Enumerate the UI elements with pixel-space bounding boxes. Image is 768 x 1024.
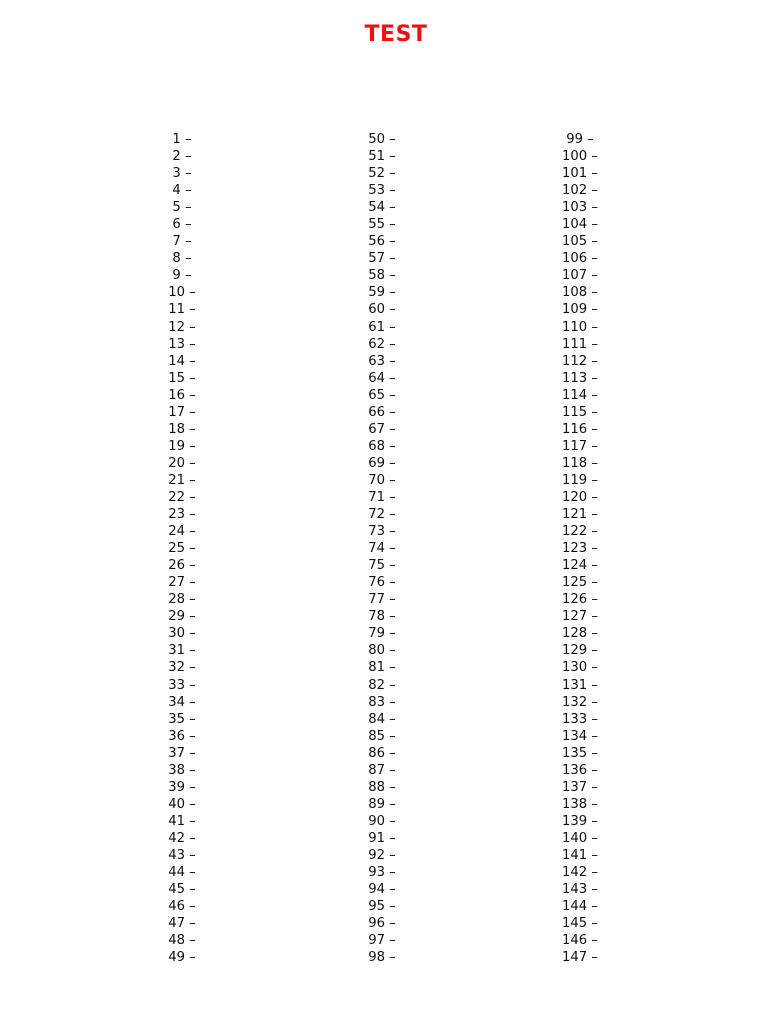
line-number: 31 – xyxy=(168,643,196,658)
numbered-line xyxy=(142,694,222,711)
line-number: 145 – xyxy=(562,916,598,931)
numbered-line xyxy=(342,677,422,694)
numbered-line xyxy=(142,489,222,506)
line-number: 35 – xyxy=(168,712,196,727)
line-number: 27 – xyxy=(168,575,196,590)
numbered-line xyxy=(142,949,222,966)
numbered-line xyxy=(142,659,222,676)
line-number: 103 – xyxy=(562,200,598,215)
numbered-line xyxy=(142,915,222,932)
numbered-line xyxy=(342,591,422,608)
numbered-line xyxy=(342,608,422,625)
line-number: 24 – xyxy=(168,524,196,539)
numbered-line xyxy=(342,557,422,574)
line-number: 25 – xyxy=(168,541,196,556)
numbered-line xyxy=(342,881,422,898)
numbered-line xyxy=(142,779,222,796)
numbered-line xyxy=(142,250,222,267)
line-number: 49 – xyxy=(168,950,196,965)
numbered-line xyxy=(142,370,222,387)
line-number: 84 – xyxy=(368,712,396,727)
line-number: 98 – xyxy=(368,950,396,965)
line-number: 23 – xyxy=(168,507,196,522)
line-number: 111 – xyxy=(562,337,598,352)
line-number: 83 – xyxy=(368,695,396,710)
numbered-line xyxy=(142,591,222,608)
line-number: 52 – xyxy=(368,166,396,181)
line-number: 72 – xyxy=(368,507,396,522)
line-number: 54 – xyxy=(368,200,396,215)
numbered-line xyxy=(142,625,222,642)
line-number: 96 – xyxy=(368,916,396,931)
line-number: 53 – xyxy=(368,183,396,198)
numbered-line xyxy=(342,779,422,796)
line-number: 44 – xyxy=(168,865,196,880)
numbered-line xyxy=(142,813,222,830)
numbered-line xyxy=(540,574,620,591)
numbered-line xyxy=(142,284,222,301)
numbered-line xyxy=(540,745,620,762)
line-number: 92 – xyxy=(368,848,396,863)
numbered-line xyxy=(342,404,422,421)
line-number: 32 – xyxy=(168,660,196,675)
line-number: 86 – xyxy=(368,746,396,761)
line-number: 119 – xyxy=(562,473,598,488)
line-number: 116 – xyxy=(562,422,598,437)
numbered-line xyxy=(540,148,620,165)
numbered-line xyxy=(342,659,422,676)
line-number: 126 – xyxy=(562,592,598,607)
numbered-line xyxy=(142,847,222,864)
numbered-line xyxy=(142,711,222,728)
line-number: 95 – xyxy=(368,899,396,914)
numbered-line xyxy=(342,813,422,830)
line-number: 99 – xyxy=(566,132,594,147)
numbered-line xyxy=(540,165,620,182)
line-number: 120 – xyxy=(562,490,598,505)
numbered-line xyxy=(142,404,222,421)
line-number: 110 – xyxy=(562,320,598,335)
numbered-line xyxy=(342,267,422,284)
line-number: 13 – xyxy=(168,337,196,352)
numbered-line xyxy=(540,864,620,881)
line-number: 1 – xyxy=(172,132,191,147)
numbered-line xyxy=(540,353,620,370)
line-number: 68 – xyxy=(368,439,396,454)
numbered-line xyxy=(142,608,222,625)
numbered-line xyxy=(540,404,620,421)
line-number: 47 – xyxy=(168,916,196,931)
numbered-line xyxy=(342,762,422,779)
numbered-line xyxy=(540,421,620,438)
line-number: 91 – xyxy=(368,831,396,846)
numbered-line xyxy=(540,455,620,472)
line-number: 41 – xyxy=(168,814,196,829)
numbered-line xyxy=(342,233,422,250)
line-number: 67 – xyxy=(368,422,396,437)
numbered-line xyxy=(142,182,222,199)
numbered-line xyxy=(540,182,620,199)
numbered-line xyxy=(142,864,222,881)
line-number: 78 – xyxy=(368,609,396,624)
line-number: 8 – xyxy=(172,251,191,266)
line-number: 124 – xyxy=(562,558,598,573)
line-number: 43 – xyxy=(168,848,196,863)
line-number: 64 – xyxy=(368,371,396,386)
numbered-line xyxy=(342,353,422,370)
line-number: 100 – xyxy=(562,149,598,164)
line-number: 128 – xyxy=(562,626,598,641)
numbered-line xyxy=(342,165,422,182)
line-number: 130 – xyxy=(562,660,598,675)
line-number: 108 – xyxy=(562,285,598,300)
line-number: 17 – xyxy=(168,405,196,420)
line-number: 104 – xyxy=(562,217,598,232)
numbered-line xyxy=(540,898,620,915)
numbered-line xyxy=(540,642,620,659)
numbered-line xyxy=(342,387,422,404)
numbered-line xyxy=(142,557,222,574)
numbered-line xyxy=(540,199,620,216)
numbered-line xyxy=(142,165,222,182)
line-number: 97 – xyxy=(368,933,396,948)
numbered-line xyxy=(142,540,222,557)
numbered-line xyxy=(342,148,422,165)
numbered-line xyxy=(540,523,620,540)
numbered-line xyxy=(142,216,222,233)
numbered-line xyxy=(142,523,222,540)
line-number: 55 – xyxy=(368,217,396,232)
line-number: 9 – xyxy=(172,268,191,283)
line-number: 106 – xyxy=(562,251,598,266)
line-number: 146 – xyxy=(562,933,598,948)
numbered-line xyxy=(142,353,222,370)
numbered-line xyxy=(540,506,620,523)
numbered-line xyxy=(540,540,620,557)
numbered-line xyxy=(342,745,422,762)
line-number: 87 – xyxy=(368,763,396,778)
numbered-line xyxy=(540,796,620,813)
numbered-line xyxy=(540,694,620,711)
numbered-line xyxy=(342,506,422,523)
numbered-line xyxy=(342,728,422,745)
line-number: 121 – xyxy=(562,507,598,522)
numbered-line xyxy=(540,131,620,148)
numbered-line xyxy=(142,472,222,489)
numbered-line xyxy=(342,319,422,336)
line-number: 94 – xyxy=(368,882,396,897)
numbered-line xyxy=(540,659,620,676)
numbered-line xyxy=(142,199,222,216)
line-number: 137 – xyxy=(562,780,598,795)
line-number: 102 – xyxy=(562,183,598,198)
numbered-line xyxy=(540,472,620,489)
line-number: 39 – xyxy=(168,780,196,795)
line-number: 115 – xyxy=(562,405,598,420)
line-number: 127 – xyxy=(562,609,598,624)
line-number: 79 – xyxy=(368,626,396,641)
numbered-line xyxy=(342,301,422,318)
numbered-line xyxy=(342,455,422,472)
line-number: 21 – xyxy=(168,473,196,488)
line-number: 66 – xyxy=(368,405,396,420)
numbered-line xyxy=(342,625,422,642)
line-number: 16 – xyxy=(168,388,196,403)
line-number: 50 – xyxy=(368,132,396,147)
numbered-line xyxy=(142,677,222,694)
line-number: 45 – xyxy=(168,882,196,897)
numbered-line xyxy=(142,301,222,318)
numbered-line xyxy=(540,267,620,284)
numbered-line xyxy=(342,949,422,966)
line-number: 3 – xyxy=(172,166,191,181)
numbered-line xyxy=(342,932,422,949)
numbered-line xyxy=(142,796,222,813)
numbered-line xyxy=(540,438,620,455)
numbered-line xyxy=(142,881,222,898)
line-number: 147 – xyxy=(562,950,598,965)
line-number: 60 – xyxy=(368,302,396,317)
numbered-line xyxy=(142,233,222,250)
document-title: TEST xyxy=(364,22,428,47)
numbered-line xyxy=(540,336,620,353)
line-number: 63 – xyxy=(368,354,396,369)
numbered-line xyxy=(142,506,222,523)
numbered-line xyxy=(142,319,222,336)
line-number: 42 – xyxy=(168,831,196,846)
numbered-line xyxy=(540,830,620,847)
numbered-line xyxy=(142,830,222,847)
numbered-line xyxy=(342,540,422,557)
numbered-line xyxy=(142,728,222,745)
numbered-line xyxy=(342,830,422,847)
line-number: 7 – xyxy=(172,234,191,249)
numbered-line xyxy=(540,711,620,728)
numbered-line xyxy=(540,216,620,233)
line-number: 70 – xyxy=(368,473,396,488)
line-number: 114 – xyxy=(562,388,598,403)
numbered-line xyxy=(342,216,422,233)
numbered-line xyxy=(342,370,422,387)
numbered-line xyxy=(540,813,620,830)
line-number: 5 – xyxy=(172,200,191,215)
line-number: 37 – xyxy=(168,746,196,761)
numbered-line xyxy=(540,608,620,625)
line-number: 101 – xyxy=(562,166,598,181)
line-number: 28 – xyxy=(168,592,196,607)
line-number: 89 – xyxy=(368,797,396,812)
numbered-line xyxy=(540,284,620,301)
line-number: 11 – xyxy=(168,302,196,317)
numbered-line xyxy=(342,489,422,506)
line-number: 109 – xyxy=(562,302,598,317)
line-number: 140 – xyxy=(562,831,598,846)
numbered-line xyxy=(540,370,620,387)
line-number: 133 – xyxy=(562,712,598,727)
line-number: 144 – xyxy=(562,899,598,914)
line-number: 6 – xyxy=(172,217,191,232)
answer-column-3 xyxy=(540,131,620,966)
line-number: 14 – xyxy=(168,354,196,369)
line-number: 73 – xyxy=(368,524,396,539)
numbered-line xyxy=(342,864,422,881)
numbered-line xyxy=(142,932,222,949)
line-number: 135 – xyxy=(562,746,598,761)
line-number: 85 – xyxy=(368,729,396,744)
numbered-line xyxy=(540,319,620,336)
line-number: 57 – xyxy=(368,251,396,266)
numbered-line xyxy=(142,336,222,353)
numbered-line xyxy=(342,642,422,659)
line-number: 59 – xyxy=(368,285,396,300)
line-number: 139 – xyxy=(562,814,598,829)
numbered-line xyxy=(342,898,422,915)
line-number: 69 – xyxy=(368,456,396,471)
numbered-line xyxy=(342,472,422,489)
line-number: 12 – xyxy=(168,320,196,335)
numbered-line xyxy=(540,915,620,932)
line-number: 29 – xyxy=(168,609,196,624)
line-number: 62 – xyxy=(368,337,396,352)
numbered-line xyxy=(142,745,222,762)
line-number: 129 – xyxy=(562,643,598,658)
line-number: 48 – xyxy=(168,933,196,948)
line-number: 38 – xyxy=(168,763,196,778)
line-number: 15 – xyxy=(168,371,196,386)
numbered-line xyxy=(342,711,422,728)
line-number: 142 – xyxy=(562,865,598,880)
line-number: 75 – xyxy=(368,558,396,573)
numbered-line xyxy=(540,728,620,745)
numbered-line xyxy=(342,131,422,148)
line-number: 125 – xyxy=(562,575,598,590)
numbered-line xyxy=(540,301,620,318)
numbered-line xyxy=(142,438,222,455)
numbered-line xyxy=(142,421,222,438)
line-number: 88 – xyxy=(368,780,396,795)
line-number: 36 – xyxy=(168,729,196,744)
line-number: 117 – xyxy=(562,439,598,454)
line-number: 93 – xyxy=(368,865,396,880)
numbered-line xyxy=(142,898,222,915)
line-number: 113 – xyxy=(562,371,598,386)
numbered-line xyxy=(342,250,422,267)
numbered-line xyxy=(342,182,422,199)
numbered-line xyxy=(342,847,422,864)
line-number: 90 – xyxy=(368,814,396,829)
numbered-line xyxy=(142,267,222,284)
numbered-line xyxy=(142,455,222,472)
numbered-line xyxy=(540,881,620,898)
line-number: 18 – xyxy=(168,422,196,437)
numbered-line xyxy=(540,591,620,608)
line-number: 30 – xyxy=(168,626,196,641)
line-number: 118 – xyxy=(562,456,598,471)
line-number: 4 – xyxy=(172,183,191,198)
numbered-line xyxy=(142,762,222,779)
numbered-line xyxy=(142,574,222,591)
line-number: 40 – xyxy=(168,797,196,812)
line-number: 33 – xyxy=(168,678,196,693)
numbered-line xyxy=(540,949,620,966)
numbered-line xyxy=(540,557,620,574)
line-number: 19 – xyxy=(168,439,196,454)
line-number: 2 – xyxy=(172,149,191,164)
line-number: 82 – xyxy=(368,678,396,693)
numbered-line xyxy=(342,421,422,438)
line-number: 51 – xyxy=(368,149,396,164)
line-number: 65 – xyxy=(368,388,396,403)
line-number: 22 – xyxy=(168,490,196,505)
numbered-line xyxy=(540,677,620,694)
line-number: 112 – xyxy=(562,354,598,369)
numbered-line xyxy=(142,148,222,165)
line-number: 58 – xyxy=(368,268,396,283)
numbered-line xyxy=(342,284,422,301)
numbered-line xyxy=(342,336,422,353)
numbered-line xyxy=(142,642,222,659)
line-number: 138 – xyxy=(562,797,598,812)
numbered-line xyxy=(342,523,422,540)
numbered-line xyxy=(540,762,620,779)
line-number: 77 – xyxy=(368,592,396,607)
numbered-line xyxy=(142,387,222,404)
numbered-line xyxy=(540,932,620,949)
line-number: 141 – xyxy=(562,848,598,863)
numbered-line xyxy=(540,489,620,506)
line-number: 10 – xyxy=(168,285,196,300)
line-number: 105 – xyxy=(562,234,598,249)
line-number: 56 – xyxy=(368,234,396,249)
numbered-line xyxy=(342,574,422,591)
line-number: 76 – xyxy=(368,575,396,590)
line-number: 107 – xyxy=(562,268,598,283)
line-number: 20 – xyxy=(168,456,196,471)
line-number: 46 – xyxy=(168,899,196,914)
numbered-line xyxy=(342,694,422,711)
line-number: 74 – xyxy=(368,541,396,556)
line-number: 123 – xyxy=(562,541,598,556)
numbered-line xyxy=(342,438,422,455)
numbered-line xyxy=(540,779,620,796)
line-number: 61 – xyxy=(368,320,396,335)
line-number: 136 – xyxy=(562,763,598,778)
line-number: 71 – xyxy=(368,490,396,505)
numbered-line xyxy=(540,387,620,404)
numbered-line xyxy=(540,847,620,864)
line-number: 81 – xyxy=(368,660,396,675)
numbered-line xyxy=(540,233,620,250)
line-number: 143 – xyxy=(562,882,598,897)
numbered-line xyxy=(142,131,222,148)
line-number: 34 – xyxy=(168,695,196,710)
line-number: 122 – xyxy=(562,524,598,539)
line-number: 80 – xyxy=(368,643,396,658)
line-number: 26 – xyxy=(168,558,196,573)
line-number: 131 – xyxy=(562,678,598,693)
numbered-line xyxy=(342,915,422,932)
line-number: 134 – xyxy=(562,729,598,744)
numbered-line xyxy=(540,625,620,642)
numbered-line xyxy=(540,250,620,267)
answer-column-1 xyxy=(142,131,222,966)
numbered-line xyxy=(342,796,422,813)
numbered-line xyxy=(342,199,422,216)
answer-column-2 xyxy=(342,131,422,966)
line-number: 132 – xyxy=(562,695,598,710)
